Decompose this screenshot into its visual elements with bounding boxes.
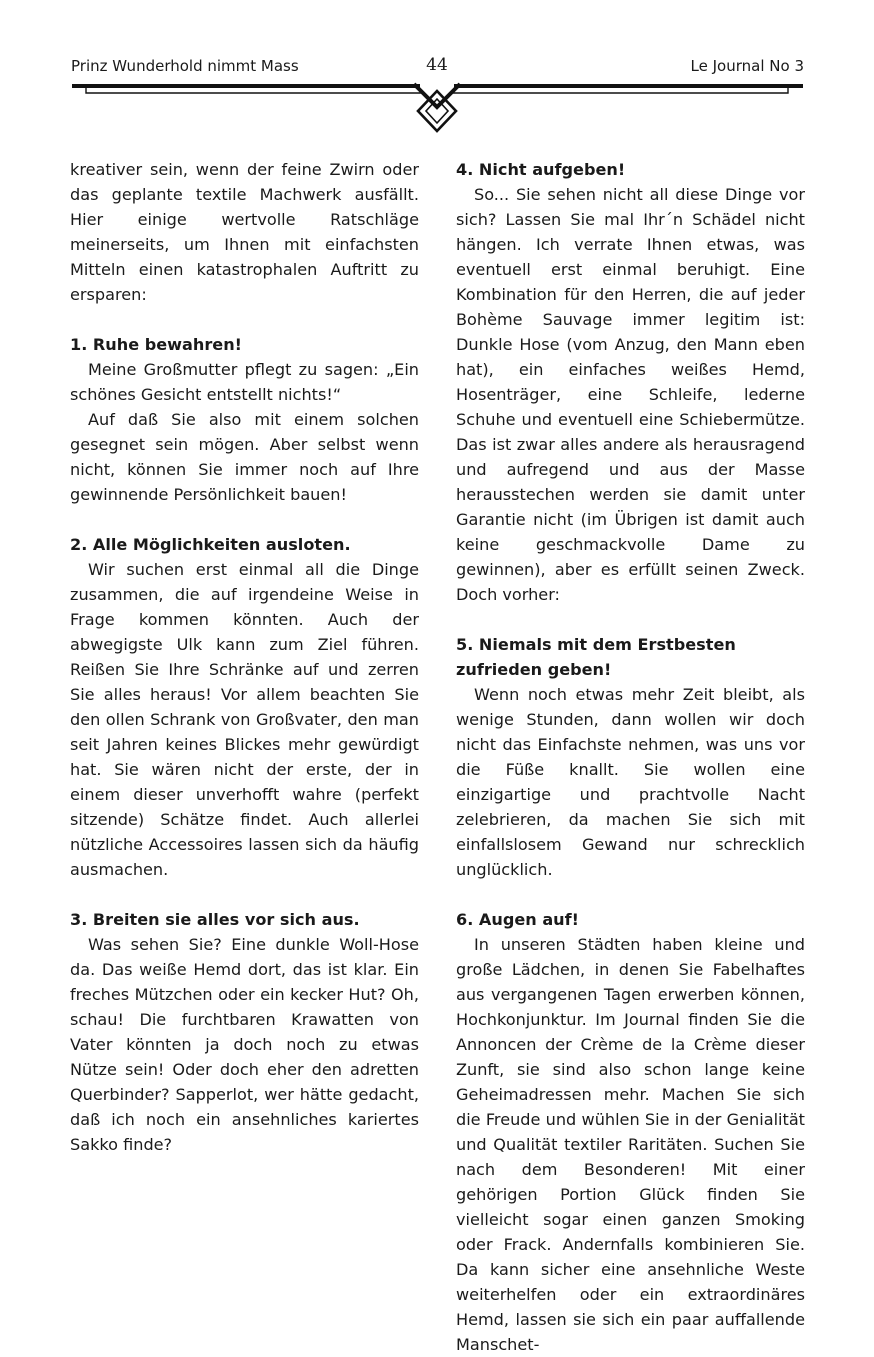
header-ornament-rule <box>0 78 874 134</box>
page-number: 44 <box>426 55 448 75</box>
section-3-paragraph: Was sehen Sie? Eine dunkle Woll-Hose da. Das weiße Hemd dort, das ist klar. Ein freches Mützchen oder ein kecker Hut? Oh, schau! Die furchtbaren Krawatten von Vater könnten ja doch noch zu etwas Nütze sein! Oder doch eher den adretten Querbinder? Sapperlot, wer hätte gedacht, daß ich noch ein ansehnliches kariertes Sakko finde? <box>70 935 419 1154</box>
running-header-left: Prinz Wunderhold nimmt Mass <box>71 57 299 75</box>
section-heading-4: 4. Nicht aufgeben! <box>456 160 626 179</box>
left-column <box>70 157 419 1157</box>
section-5-paragraph: Wenn noch etwas mehr Zeit bleibt, als wenige Stunden, dann wollen wir doch nicht das Einfachste nehmen, was uns vor die Füße knallt. Sie wollen eine einzigartige und prachtvolle Nacht zelebrieren, da machen Sie sich mit einfallslosem Gewand nur schrecklich unglücklich. <box>456 685 805 879</box>
intro-paragraph: kreativer sein, wenn der feine Zwirn oder das geplante textile Machwerk ausfällt. Hier einige wertvolle Ratschläge meinerseits, um Ihnen mit einfachsten Mitteln einen katastrophalen Auftritt zu ersparen: <box>70 160 419 304</box>
section-1-paragraph-2: Auf daß Sie also mit einem solchen gesegnet sein mögen. Aber selbst wenn nicht, können Sie immer noch auf Ihre gewinnende Persönlichkeit bauen! <box>70 410 419 504</box>
section-heading-1: 1. Ruhe bewahren! <box>70 335 243 354</box>
section-6-paragraph: In unseren Städten haben kleine und große Lädchen, in denen Sie Fabelhaftes aus vergangenen Tagen erwerben können, Hochkonjunktur. Im Journal finden Sie die Annoncen der Crème de la Crème dieser Zunft, sie sind also schon lange keine Geheimadressen mehr. Machen Sie sich die Freude und wühlen Sie in der Genialität und Qualität textiler Raritäten. Suchen Sie nach dem Besonderen! Mit einer gehörigen Portion Glück finden Sie vielleicht sogar einen ganzen Smoking oder Frack. Andernfalls kombinieren Sie. Da kann sicher eine ansehnliche Weste weiterhelfen oder ein extraordinäres Hemd, lassen sie sich ein paar auffallende Manschet- <box>456 935 805 1354</box>
section-heading-5: 5. Niemals mit dem Erstbesten zufrieden geben! <box>456 635 736 679</box>
right-column <box>456 157 805 1357</box>
section-2-paragraph: Wir suchen erst einmal all die Dinge zusammen, die auf irgendeine Weise in Frage kommen könnten. Auch der abwegigste Ulk kann zum Ziel führen. Reißen Sie Ihre Schränke auf und zerren Sie alles heraus! Vor allem beachten Sie den ollen Schrank von Großvater, den man seit Jahren keines Blickes mehr gewürdigt hat. Sie wären nicht der erste, der in einem dieser unverhofft wahre (perfekt sitzende) Schätze findet. Auch allerlei nützliche Accessoires lassen sich da häufig ausmachen. <box>70 560 419 879</box>
section-heading-2: 2. Alle Möglichkeiten ausloten. <box>70 535 351 554</box>
running-header-right: Le Journal No 3 <box>690 57 804 75</box>
section-4-paragraph: So... Sie sehen nicht all diese Dinge vor sich? Lassen Sie mal Ihr´n Schädel nicht hängen. Ich verrate Ihnen etwas, was eventuell erst einmal beruhigt. Eine Kombination für den Herren, die auf jeder Bohème Sauvage immer legitim ist: Dunkle Hose (vom Anzug, den Mann eben hat), ein einfaches weißes Hemd, Hosenträger, eine Schleife, lederne Schuhe und eventuell eine Schiebermütze. Das ist zwar alles andere als herausragend und aufregend und aus der Masse herausstechen werden sie damit unter Garantie nicht (im Übrigen ist damit auch keine geschmackvolle Dame zu gewinnen), aber es erfüllt seinen Zweck. Doch vorher: <box>456 185 805 604</box>
section-1-paragraph-1: Meine Großmutter pflegt zu sagen: „Ein schönes Gesicht entstellt nichts!“ <box>70 360 419 404</box>
section-heading-3: 3. Breiten sie alles vor sich aus. <box>70 910 360 929</box>
section-heading-6: 6. Augen auf! <box>456 910 579 929</box>
